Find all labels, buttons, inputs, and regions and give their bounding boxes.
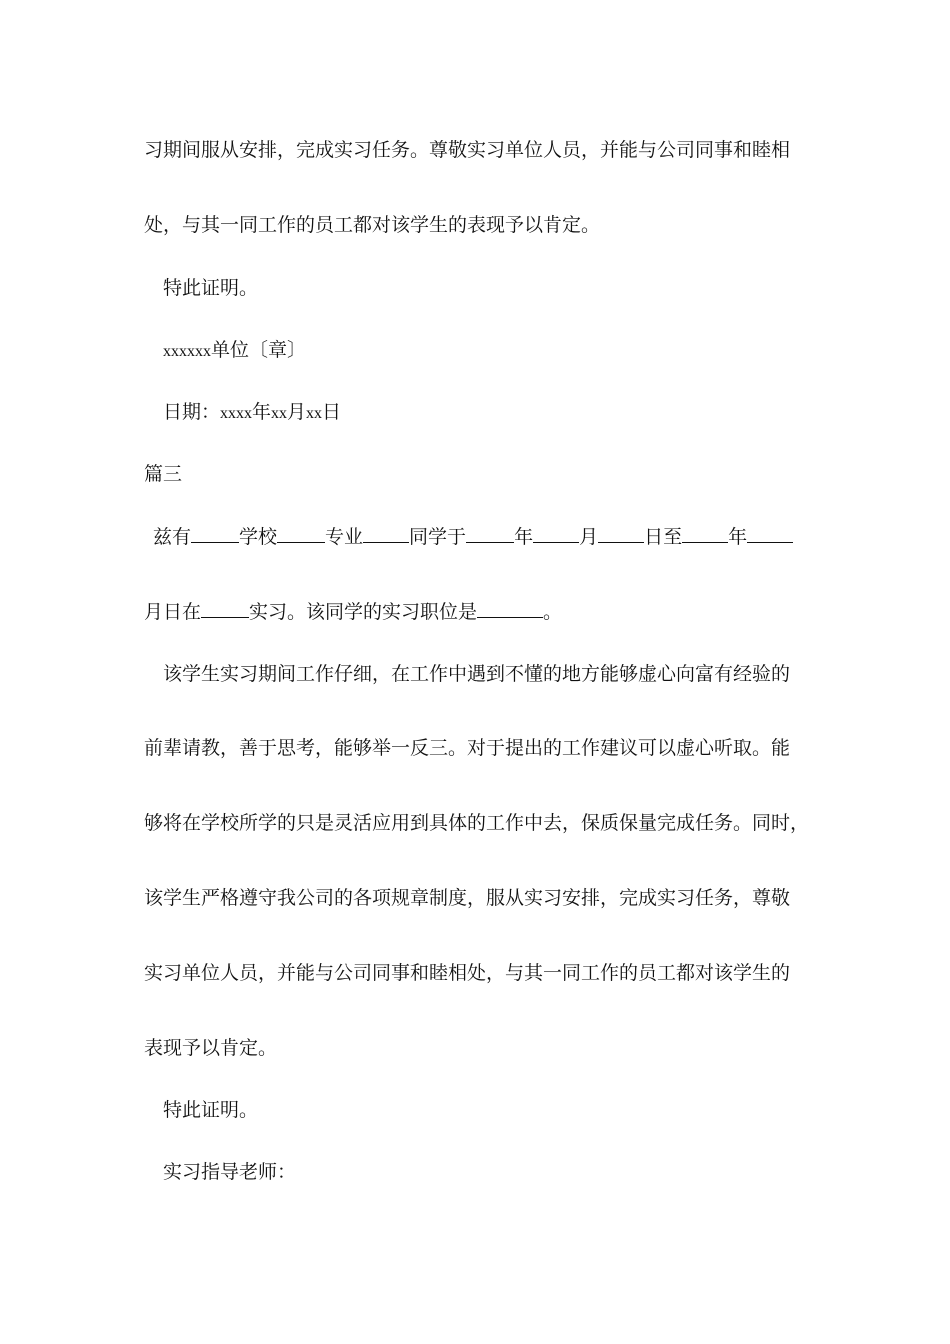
blank-line [747, 524, 793, 543]
form-text: 实习。该同学的实习职位是 [249, 601, 478, 623]
paragraph-line: 表现予以肯定。 [144, 1037, 278, 1059]
form-text: 同学于 [409, 526, 467, 548]
paragraph-line: 够将在学校所学的只是灵活应用到具体的工作中去，保质保量完成任务。同时， [144, 812, 810, 834]
form-text: 月 [579, 526, 599, 548]
form-line-2 [144, 599, 562, 625]
form-text: 年 [514, 526, 534, 548]
form-text: 年 [728, 526, 748, 548]
form-text: 月日在 [144, 601, 202, 623]
date-label: 日期： [163, 401, 221, 423]
form-line-1 [153, 524, 793, 550]
unit-name-placeholder: xxxxxx [163, 343, 211, 360]
blank-line [191, 524, 239, 543]
unit-seal-text: 单位〔章〕 [211, 339, 307, 361]
paragraph-line: 该学生实习期间工作仔细，在工作中遇到不懂的地方能够虚心向富有经验的 [163, 663, 791, 685]
date-day-char: 日 [322, 401, 342, 423]
paragraph-line: 该学生严格遵守我公司的各项规章制度，服从实习安排，完成实习任务，尊敬 [144, 887, 791, 909]
blank-line [533, 524, 579, 543]
unit-seal-line [163, 337, 306, 365]
date-day-placeholder: xx [306, 405, 323, 422]
date-year-placeholder: xxxx [220, 405, 253, 422]
blank-line [598, 524, 644, 543]
form-text: 日至 [644, 526, 683, 548]
blank-line [201, 599, 249, 618]
blank-line [363, 524, 409, 543]
blank-line [477, 599, 543, 618]
date-month-char: 月 [287, 401, 307, 423]
form-text: 学校 [239, 526, 278, 548]
certify-text: 特此证明。 [163, 1099, 259, 1121]
blank-line [466, 524, 514, 543]
blank-line [682, 524, 728, 543]
mentor-label: 实习指导老师： [163, 1161, 297, 1183]
section-title: 篇三 [144, 463, 183, 485]
date-line [163, 399, 341, 427]
paragraph-line: 习期间服从安排，完成实习任务。尊敬实习单位人员，并能与公司同事和睦相 [144, 139, 791, 161]
form-text: 兹有 [153, 526, 192, 548]
paragraph-line: 处，与其一同工作的员工都对该学生的表现予以肯定。 [144, 214, 601, 236]
blank-line [277, 524, 325, 543]
paragraph-line: 实习单位人员，并能与公司同事和睦相处，与其一同工作的员工都对该学生的 [144, 962, 791, 984]
form-text: 专业 [325, 526, 364, 548]
form-text: 。 [543, 601, 563, 623]
date-month-placeholder: xx [271, 405, 288, 422]
certify-text: 特此证明。 [163, 277, 259, 299]
date-year-char: 年 [252, 401, 272, 423]
paragraph-line: 前辈请教，善于思考，能够举一反三。对于提出的工作建议可以虚心听取。能 [144, 737, 791, 759]
